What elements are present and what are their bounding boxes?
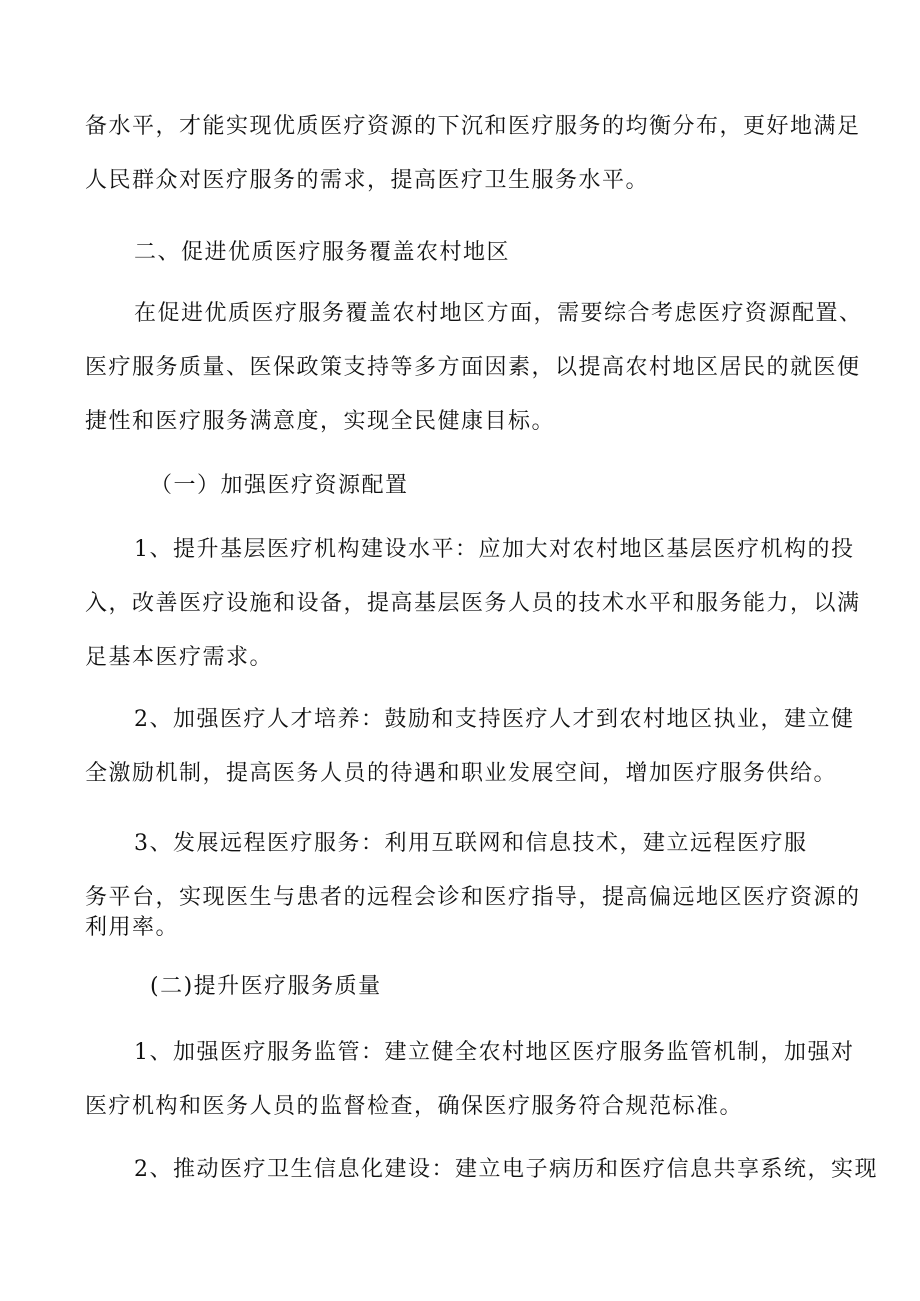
section-heading: 二、促进优质医疗服务覆盖农村地区 [134,240,511,265]
paragraph-line: 备水平，才能实现优质医疗资源的下沉和医疗服务的均衡分布，更好地满足 [85,114,861,139]
paragraph-line: 利用率。 [85,915,180,940]
paragraph-line: 1、加强医疗服务监管：建立健全农村地区医疗服务监管机制，加强对 [134,1040,855,1065]
paragraph-line: 医疗服务质量、医保政策支持等多方面因素，以提高农村地区居民的就医便 [85,355,861,380]
subsection-heading: (二)提升医疗服务质量 [150,974,382,999]
subsection-heading: （一）加强医疗资源配置 [150,473,409,498]
paragraph-line: 2、加强医疗人才培养：鼓励和支持医疗人才到农村地区执业，建立健 [134,707,855,732]
paragraph-line: 足基本医疗需求。 [85,645,274,670]
paragraph-line: 务平台，实现医生与患者的远程会诊和医疗指导，提高偏远地区医疗资源的 [85,885,861,910]
paragraph-line: 人民群众对医疗服务的需求，提高医疗卫生服务水平。 [85,168,650,193]
paragraph-line: 3、发展远程医疗服务：利用互联网和信息技术，建立远程医疗服 [134,831,808,856]
paragraph-line: 全激励机制，提高医务人员的待遇和职业发展空间，增加医疗服务供给。 [85,761,838,786]
paragraph-line: 2、推动医疗卫生信息化建设：建立电子病历和医疗信息共享系统，实现 [134,1157,878,1182]
paragraph-line: 入，改善医疗设施和设备，提高基层医务人员的技术水平和服务能力，以满 [85,591,861,616]
paragraph-line: 捷性和医疗服务满意度，实现全民健康目标。 [85,409,556,434]
paragraph-line: 1、提升基层医疗机构建设水平：应加大对农村地区基层医疗机构的投 [134,537,855,562]
paragraph-line: 在促进优质医疗服务覆盖农村地区方面，需要综合考虑医疗资源配置、 [134,301,863,326]
paragraph-line: 医疗机构和医务人员的监督检查，确保医疗服务符合规范标准。 [85,1094,744,1119]
